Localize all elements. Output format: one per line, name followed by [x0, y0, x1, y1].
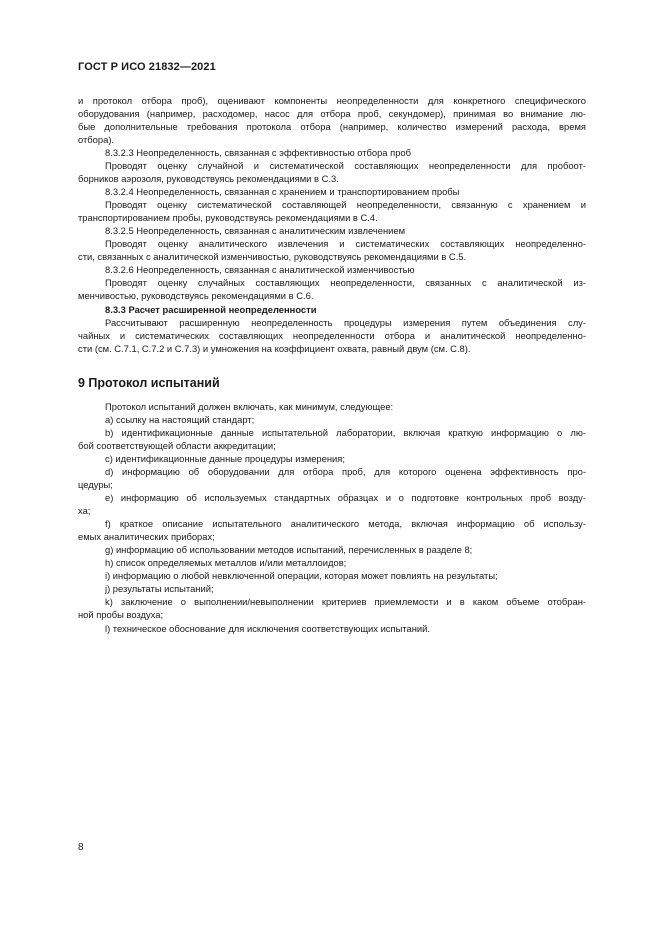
list-item-continuation: ха;	[78, 505, 91, 516]
list-item: а) ссылку на настоящий стандарт;	[105, 414, 255, 425]
text-line: Проводят оценку случайной и систематической составляющих неопределенности для пробоот-	[105, 160, 586, 171]
text-line: бые дополнительные требования протокола отбора (например, количество измерений расхода, время	[78, 121, 586, 132]
section-title: 9 Протокол испытаний	[78, 376, 220, 390]
text-line: Проводят оценку систематической составляющей неопределенности, связанную с хранением и	[105, 199, 586, 210]
list-item-continuation: емых аналитических приборах;	[78, 531, 215, 542]
standard-header: ГОСТ Р ИСО 21832—2021	[78, 61, 216, 73]
subsection-heading-bold: 8.3.3 Расчет расширенной неопределенности	[105, 304, 317, 315]
text-line: Протокол испытаний должен включать, как минимум, следующее:	[105, 401, 394, 412]
text-line: менчивостью, руководствуясь рекомендациями в С.6.	[78, 290, 314, 301]
list-item: j) результаты испытаний;	[105, 583, 214, 594]
text-line: и протокол отбора проб), оценивают компоненты неопределенности для конкретного специфического	[78, 95, 586, 106]
subsection-heading: 8.3.2.4 Неопределенность, связанная с хранением и транспортированием пробы	[105, 186, 460, 197]
subsection-heading: 8.3.2.5 Неопределенность, связанная с аналитическим извлечением	[105, 225, 406, 236]
text-line: чайных и систематических составляющих неопределенности отбора и аналитической неопределенно-	[78, 330, 586, 341]
list-item-continuation: ной пробы воздуха;	[78, 609, 164, 620]
text-line: сти, связанных с аналитической изменчивостью, руководствуясь рекомендациями в С.5.	[78, 251, 467, 262]
text-line: оборудования (например, расходомер, насос для отбора проб, секундомер), принимая во внимание лю-	[78, 108, 586, 119]
text-line: транспортированием пробы, руководствуясь рекомендациями в С.4.	[78, 212, 378, 223]
text-line: борников аэрозоля, руководствуясь рекомендациями в С.3.	[78, 173, 339, 184]
list-item: f) краткое описание испытательного аналитического метода, включая информацию об использу-	[105, 518, 586, 529]
page-number: 8	[78, 842, 84, 853]
list-item-continuation: цедуры;	[78, 479, 113, 490]
text-line: Проводят оценку случайных составляющих неопределенности, связанных с аналитической из-	[105, 277, 586, 288]
list-item: b) идентификационные данные испытательной лаборатории, включая краткую информацию о лю-	[105, 427, 586, 438]
list-item: g) информацию об использовании методов испытаний, перечисленных в разделе 8;	[105, 544, 473, 555]
text-line: сти (см. С.7.1, С.7.2 и С.7.3) и умножения на коэффициент охвата, равный двум (см. С.8).	[78, 343, 471, 354]
text-line: Проводят оценку аналитического извлечения и систематических составляющих неопределенно-	[105, 238, 586, 249]
list-item: i) информацию о любой невключенной операции, которая может повлиять на результаты;	[105, 570, 498, 581]
list-item: d) информацию об оборудовании для отбора проб, для которого оценена эффективность про-	[105, 466, 586, 477]
subsection-heading: 8.3.2.6 Неопределенность, связанная с аналитической изменчивостью	[105, 264, 415, 275]
list-item-continuation: бой соответствующей области аккредитации;	[78, 440, 276, 451]
list-item: с) идентификационные данные процедуры измерения;	[105, 453, 345, 464]
list-item: l) техническое обоснование для исключения соответствующих испытаний.	[105, 623, 430, 634]
list-item: е) информацию об используемых стандартных образцах и о подготовке контрольных проб возду-	[105, 492, 586, 503]
list-item: h) список определяемых металлов и/или металлоидов;	[105, 557, 347, 568]
text-line: отбора).	[78, 134, 115, 145]
text-line: Рассчитывают расширенную неопределенность процедуры измерения путем объединения слу-	[105, 317, 586, 328]
list-item: k) заключение о выполнении/невыполнении критериев приемлемости и в каком объеме отобран-	[105, 596, 586, 607]
subsection-heading: 8.3.2.3 Неопределенность, связанная с эффективностью отбора проб	[105, 147, 411, 158]
